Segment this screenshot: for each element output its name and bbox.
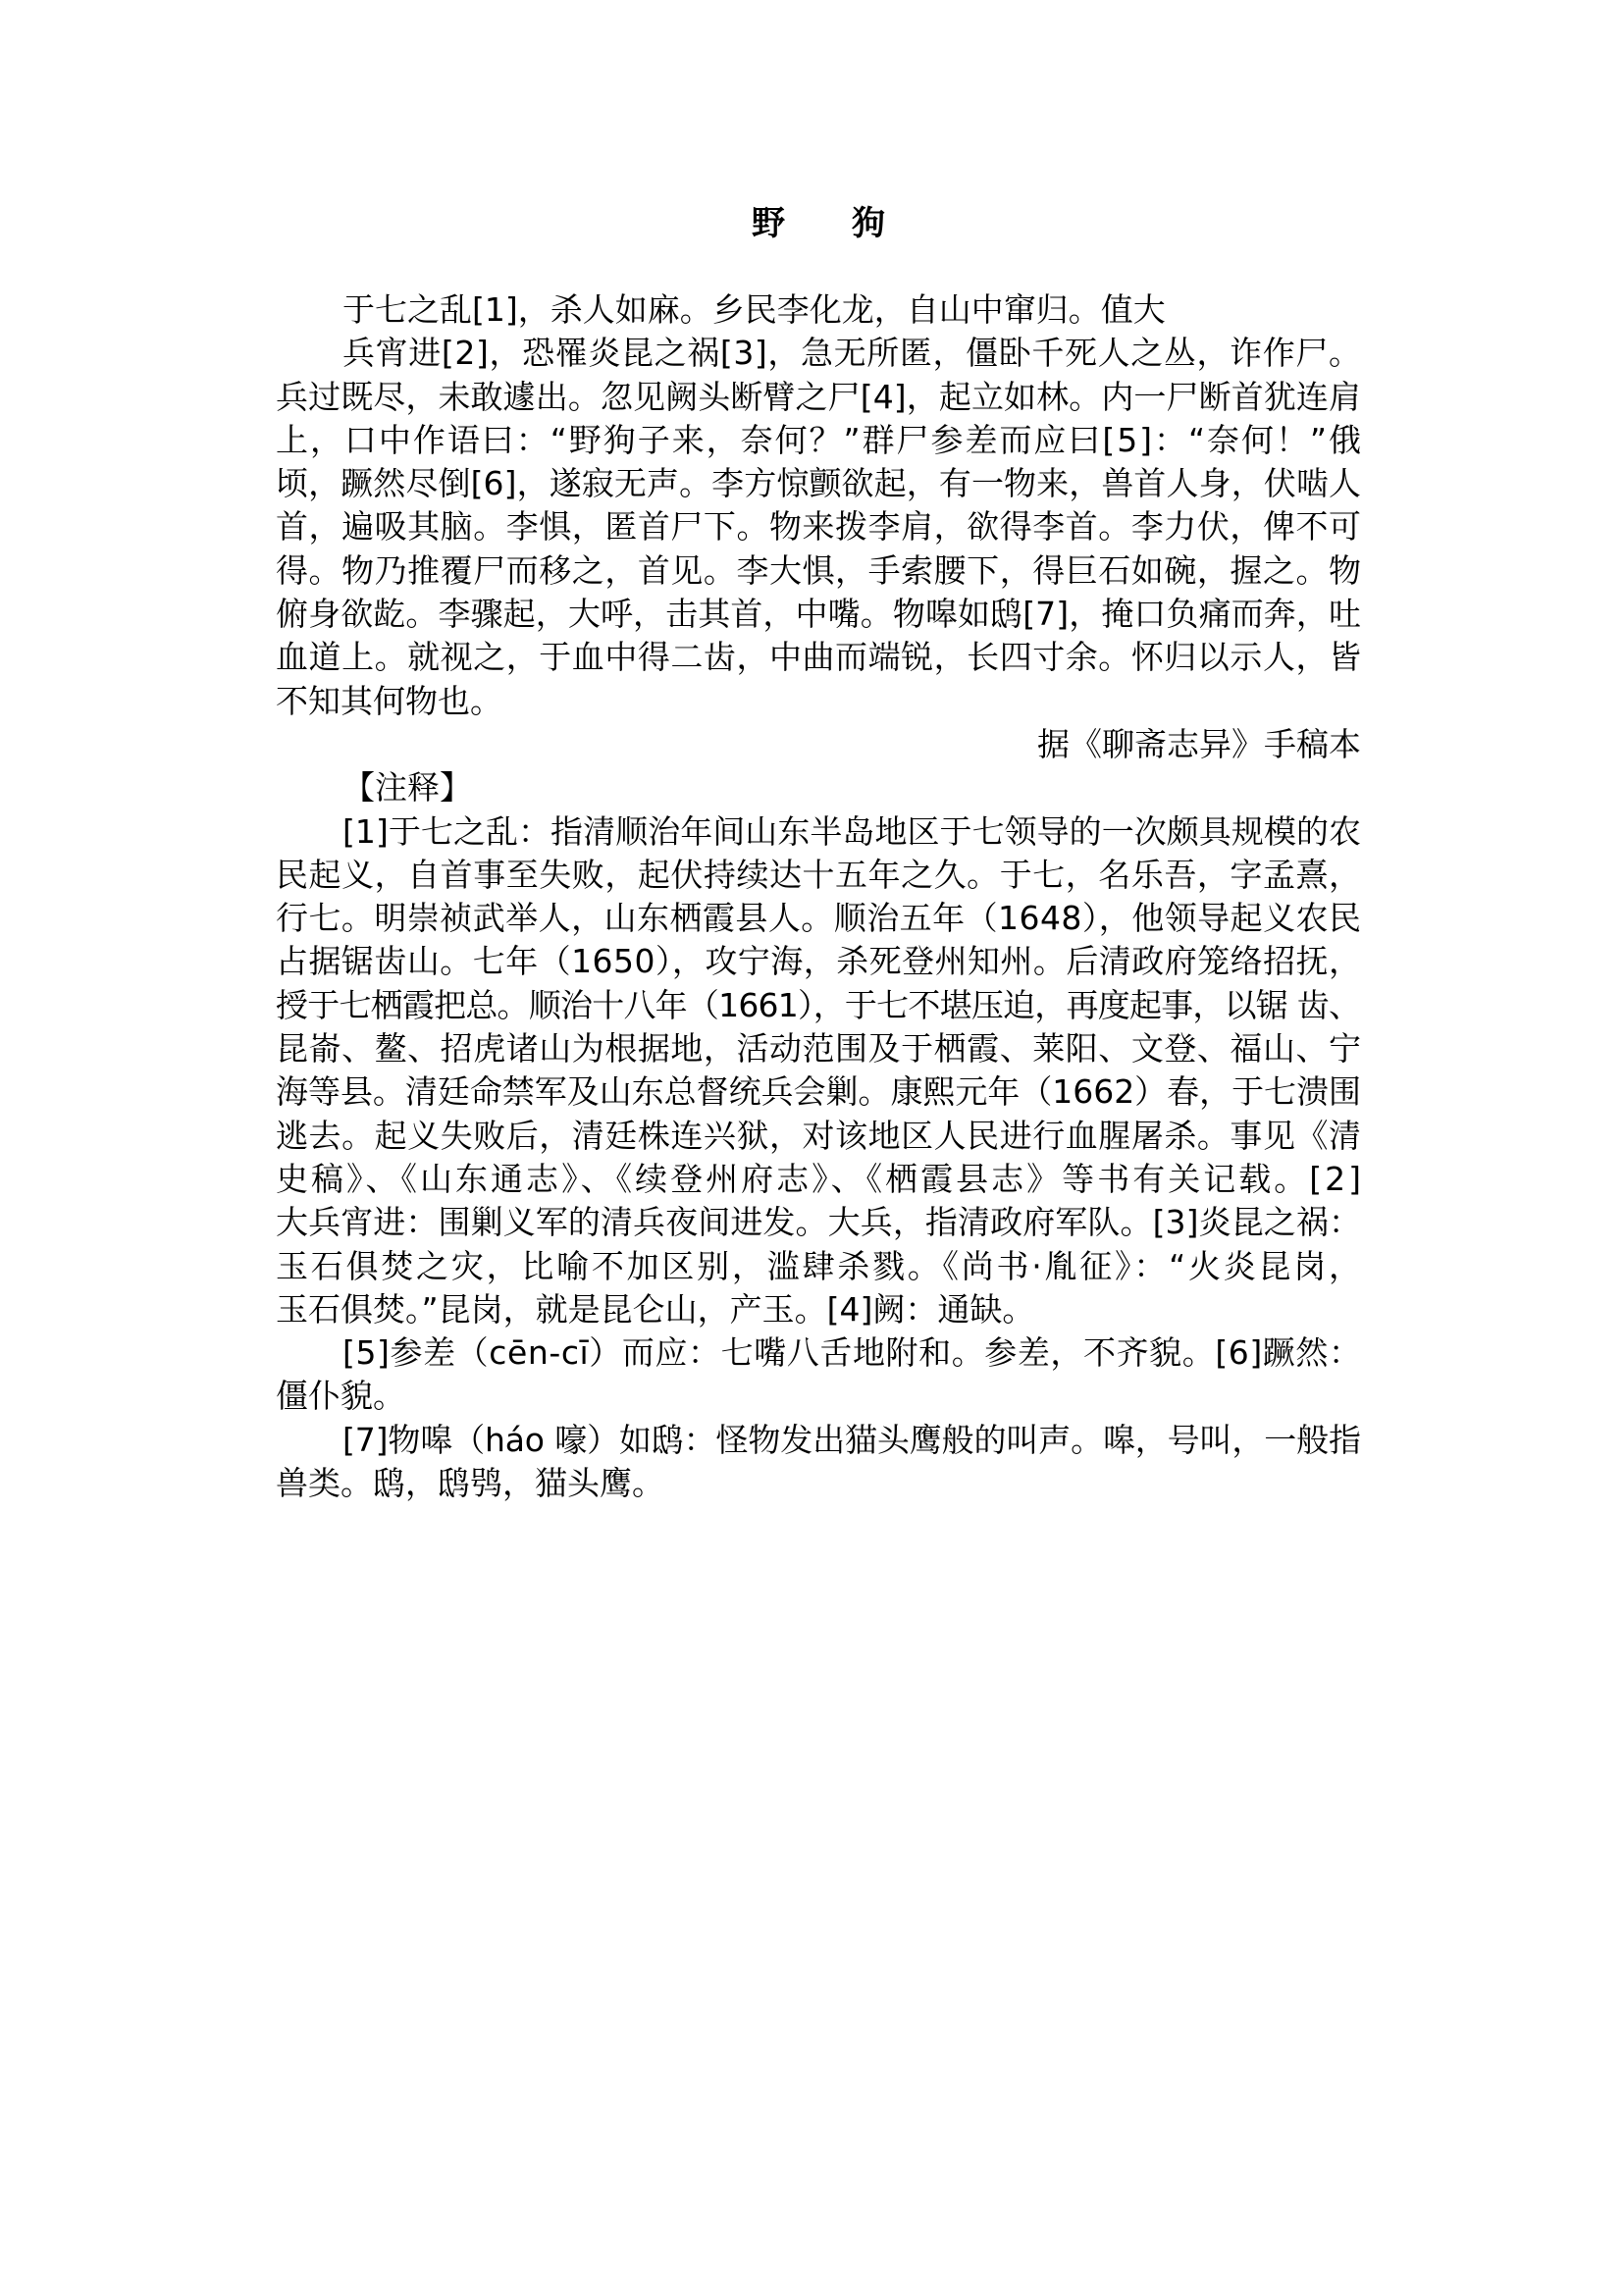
story-line: 血道上。就视之，于血中得二齿，中曲而端锐，长四寸余。怀归以示人，皆 <box>276 638 1362 677</box>
note-line: [1]于七之乱：指清顺治年间山东半岛地区于七领导的一次颇具规模的农 <box>342 811 1362 851</box>
story-line: 顷，蹶然尽倒[6]，遂寂无声。李方惊颤欲起，有一物来，兽首人身，伏啮人 <box>276 464 1362 503</box>
story-line: 俯身欲龁。李骤起，大呼，击其首，中嘴。物嗥如鸱[7]，掩口负痛而奔，吐 <box>276 595 1362 634</box>
note-line: 大兵宵进：围剿义军的清兵夜间进发。大兵，指清政府军队。[3]炎昆之祸： <box>276 1203 1362 1242</box>
story-line: 首，遍吸其脑。李惧，匿首尸下。物来拨李肩，欲得李首。李力伏，俾不可 <box>276 507 1362 547</box>
story-line: 上，口中作语曰：“野狗子来，奈何？”群尸参差而应曰[5]：“奈何！”俄 <box>276 420 1363 459</box>
source-citation: 据《聊斋志异》手稿本 <box>1037 724 1361 763</box>
note-line: [7]物嗥（háo 嚎）如鸱：怪物发出猫头鹰般的叫声。嗥，号叫，一般指 <box>342 1420 1361 1459</box>
story-line: 得。物乃推覆尸而移之，首见。李大惧，手索腰下，得巨石如碗，握之。物 <box>276 550 1362 590</box>
notes-section <box>276 766 1365 1505</box>
note-line: 授于七栖霞把总。顺治十八年（1661），于七不堪压迫，再度起事，以锯 齿、 <box>276 985 1361 1024</box>
note-line: 玉石俱焚之灾，比喻不加区别，滥肆杀戮。《尚书·胤征》：“火炎昆岗， <box>276 1246 1364 1285</box>
note-line: 逃去。起义失败后，清廷株连兴狱，对该地区人民进行血腥屠杀。事见《清 <box>276 1116 1362 1155</box>
note-line: 占据锯齿山。七年（1650），攻宁海，杀死登州知州。后清政府笼络招抚， <box>276 942 1362 981</box>
note-line: 僵仆貌。 <box>276 1377 405 1416</box>
story-line: 兵宵进[2]，恐罹炎昆之祸[3]，急无所匿，僵卧千死人之丛，诈作尸。 <box>342 334 1362 373</box>
story-text <box>276 288 1361 723</box>
notes-heading: 【注释】 <box>342 768 472 808</box>
note-line: 海等县。清廷命禁军及山东总督统兵会剿。康熙元年（1662）春，于七溃围 <box>276 1072 1361 1112</box>
document-text <box>276 288 1365 1505</box>
story-line: 于七之乱[1]，杀人如麻。乡民李化龙，自山中窜归。值大 <box>342 290 1166 329</box>
note-line: 兽类。鸱，鸱鸮，猫头鹰。 <box>276 1464 664 1503</box>
note-line: 民起义，自首事至失败，起伏持续达十五年之久。于七，名乐吾，字孟熹， <box>276 855 1362 894</box>
note-line: 昆嵛、鳌、招虎诸山为根据地，活动范围及于栖霞、莱阳、文登、福山、宁 <box>276 1029 1362 1069</box>
note-line: [5]参差（cēn-cī）而应：七嘴八舌地附和。参差，不齐貌。[6]蹶然： <box>342 1333 1362 1373</box>
story-line: 兵过既尽，未敢遽出。忽见阙头断臂之尸[4]，起立如林。内一尸断首犹连肩 <box>276 377 1362 416</box>
note-line: 史稿》、《山东通志》、《续登州府志》、《栖霞县志》等书有关记载。[2] <box>276 1159 1365 1198</box>
note-line: 玉石俱焚。”昆岗，就是昆仑山，产玉。[4]阙：通缺。 <box>276 1289 1035 1329</box>
page-title: 野 狗 <box>752 204 885 243</box>
note-line: 行七。明崇祯武举人，山东栖霞县人。顺治五年（1648），他领导起义农民 <box>276 899 1362 938</box>
story-line: 不知其何物也。 <box>276 681 502 720</box>
